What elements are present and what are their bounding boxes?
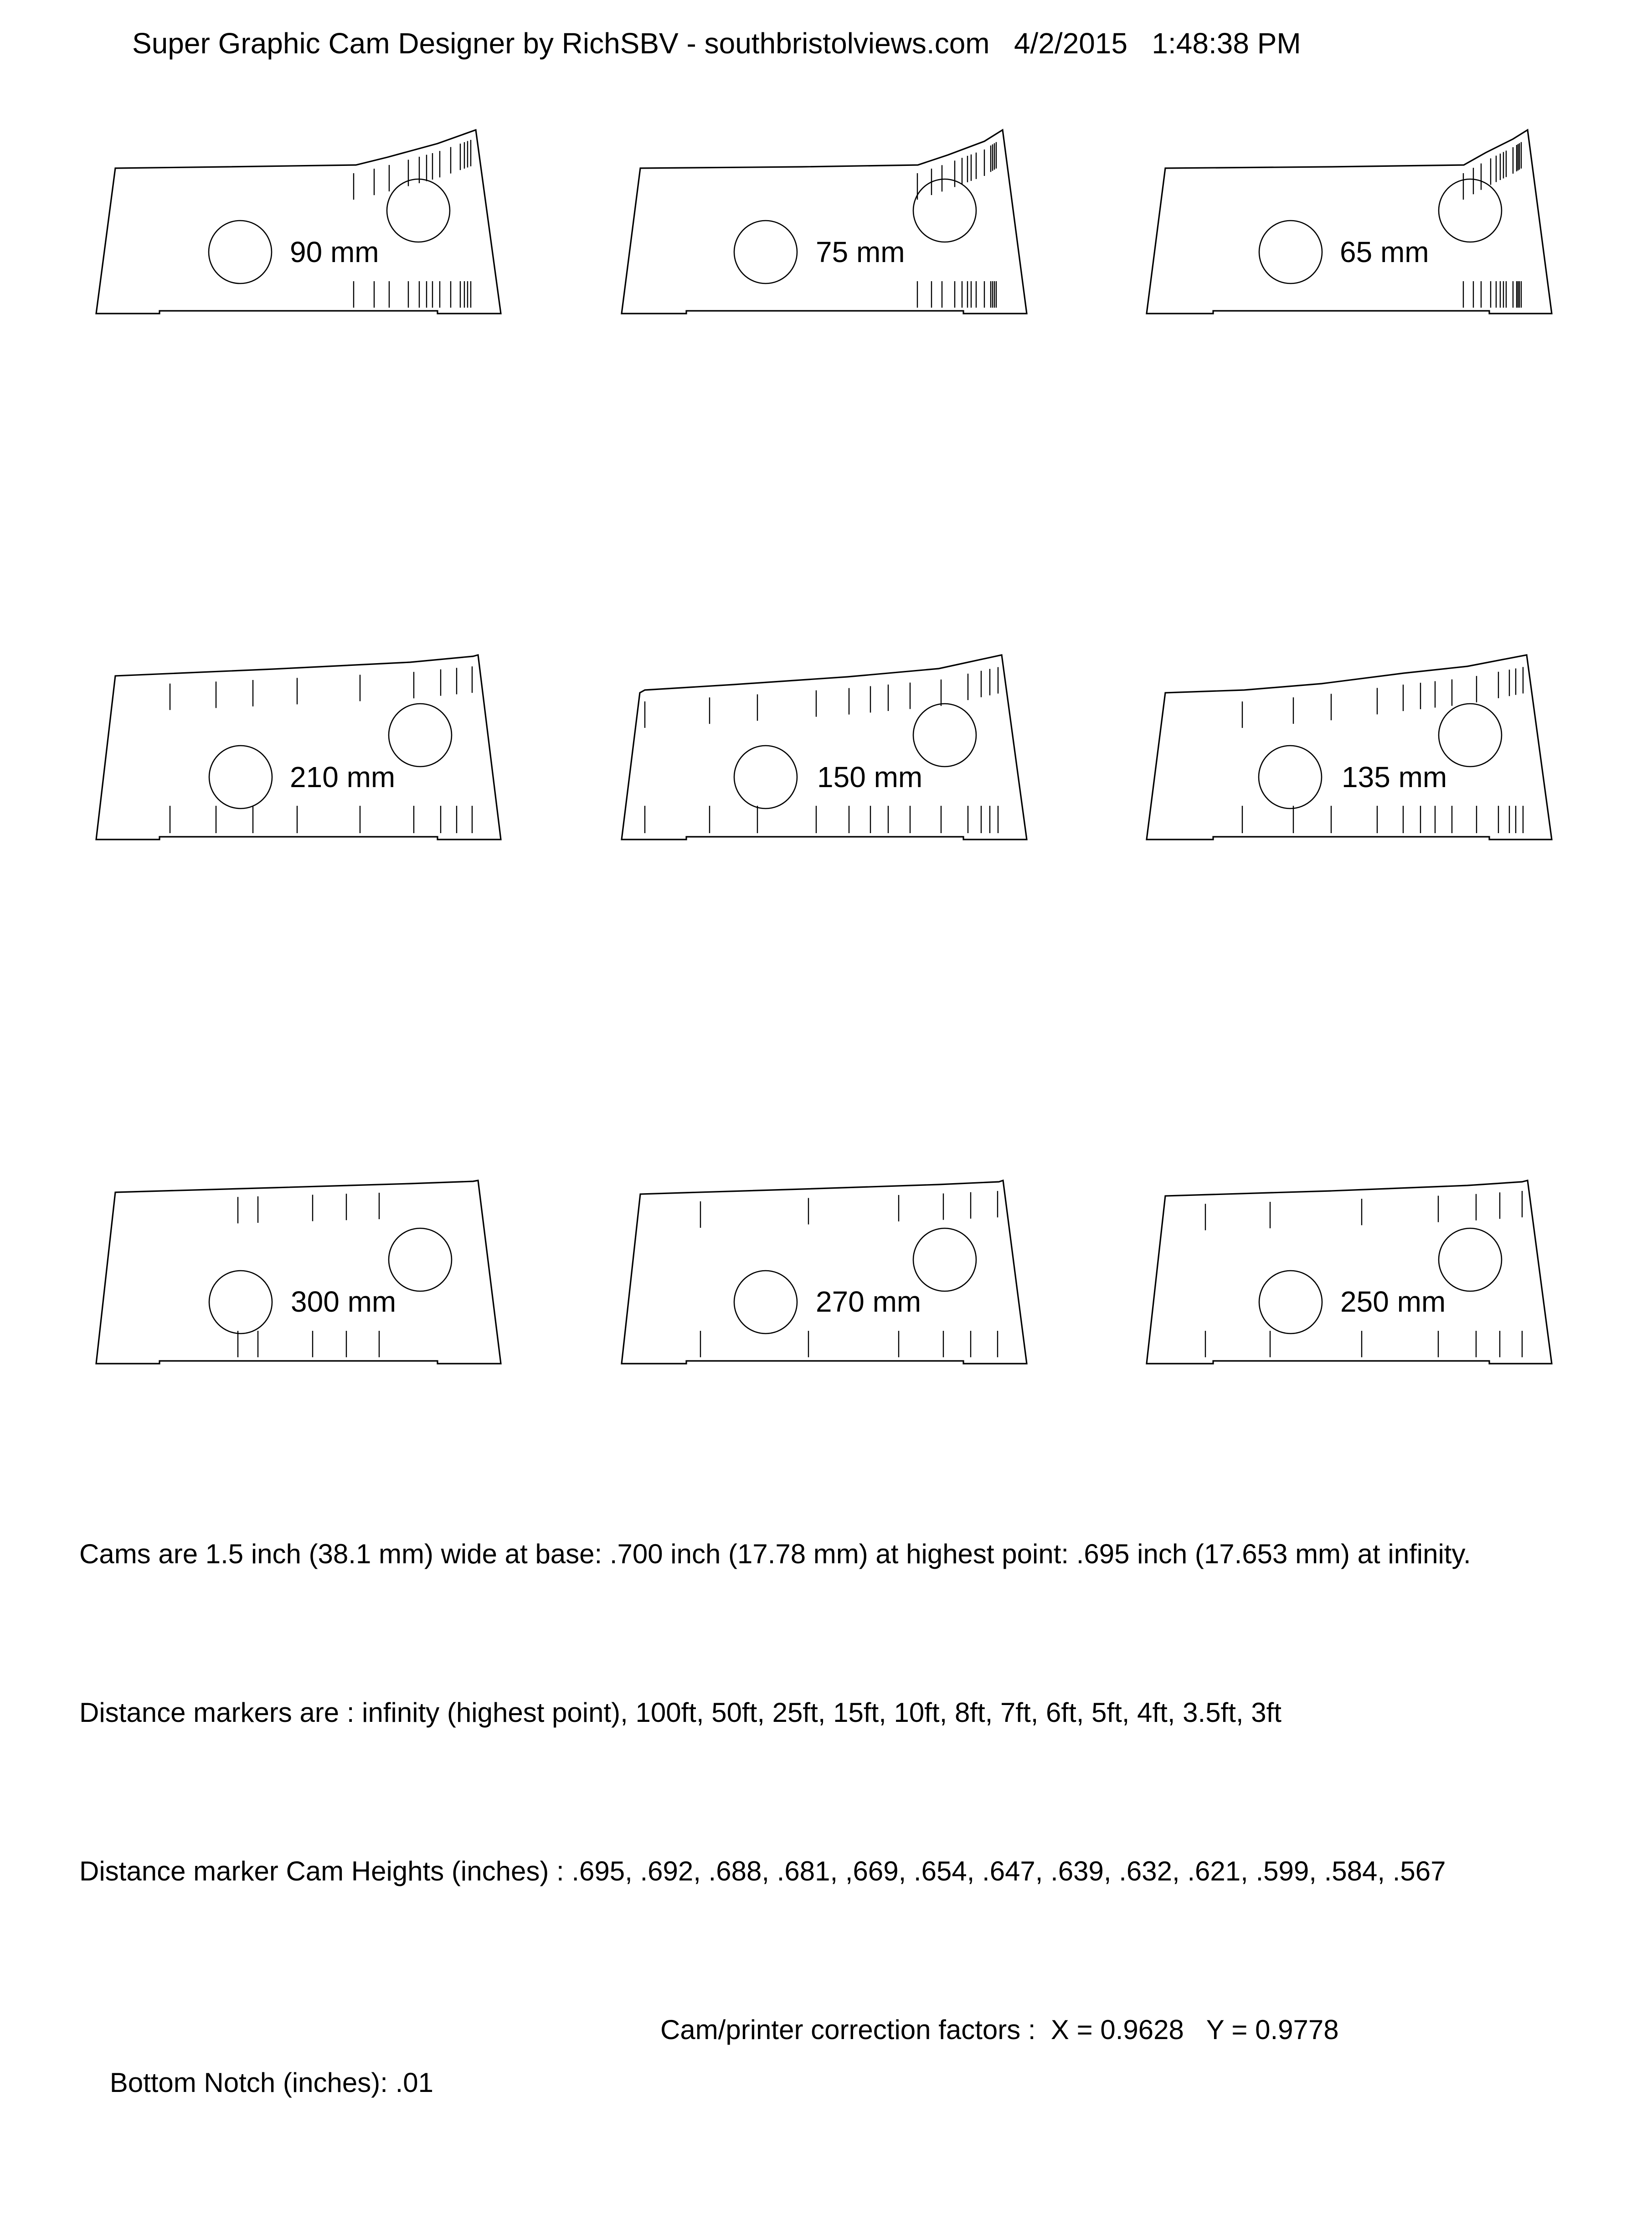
cam-focal-label: 210 mm xyxy=(290,761,396,793)
cam-outline xyxy=(622,655,1027,840)
pivot-hole xyxy=(1259,221,1322,283)
cam-outline xyxy=(622,130,1027,314)
cam-210mm xyxy=(96,655,501,840)
cam-outline xyxy=(622,1180,1027,1364)
cam-focal-label: 75 mm xyxy=(816,236,905,268)
print-date: 4/2/2015 xyxy=(1014,27,1128,60)
cam-65mm xyxy=(1147,130,1552,314)
cam-75mm xyxy=(622,130,1027,314)
notes-distance-markers: Distance markers are : infinity (highest point), 100ft, 50ft, 25ft, 15ft, 10ft, 8ft, 7ft, 6ft, 5ft, 4ft, 3.5ft, 3ft xyxy=(79,1697,1281,1728)
notes-bottom-notch: Bottom Notch (inches): .01 xyxy=(109,2067,433,2098)
mount-hole xyxy=(913,1228,976,1291)
mount-hole xyxy=(1439,1228,1502,1291)
cam-outline xyxy=(1147,655,1552,840)
cam-notes xyxy=(79,1422,1471,2109)
cam-outline xyxy=(96,1180,501,1364)
pivot-hole xyxy=(734,746,797,809)
pivot-hole xyxy=(734,1271,797,1334)
pivot-hole xyxy=(1259,746,1322,809)
notes-dimensions: Cams are 1.5 inch (38.1 mm) wide at base: .700 inch (17.78 mm) at highest point: .695 inch (17.653 mm) at infinity. xyxy=(79,1539,1471,1569)
cam-focal-label: 250 mm xyxy=(1340,1285,1446,1318)
cam-focal-label: 65 mm xyxy=(1340,236,1429,268)
pivot-hole xyxy=(1259,1271,1322,1334)
cam-focal-label: 270 mm xyxy=(816,1285,921,1318)
cam-focal-label: 135 mm xyxy=(1342,761,1447,793)
cam-focal-label: 90 mm xyxy=(290,236,379,268)
cam-150mm xyxy=(622,655,1027,840)
cam-270mm xyxy=(622,1180,1027,1364)
notes-marker-heights: Distance marker Cam Heights (inches) : .695, .692, .688, .681, ,669, .654, .647, .639, .632, .621, .599, .584, .567 xyxy=(79,1856,1446,1886)
mount-hole xyxy=(389,704,452,767)
print-time: 1:48:38 PM xyxy=(1152,27,1301,60)
notes-row4 xyxy=(79,2004,1471,2098)
cam-135mm xyxy=(1147,655,1552,840)
cam-90mm xyxy=(96,130,501,314)
notes-correction-factors: Cam/printer correction factors : X = 0.9628 Y = 0.9778 xyxy=(660,2014,1339,2045)
cam-250mm xyxy=(1147,1180,1552,1364)
pivot-hole xyxy=(209,1271,272,1334)
cam-focal-label: 150 mm xyxy=(817,761,923,793)
cam-300mm xyxy=(96,1180,501,1364)
mount-hole xyxy=(387,179,450,242)
app-title: Super Graphic Cam Designer by RichSBV - southbristolviews.com xyxy=(132,27,990,60)
pivot-hole xyxy=(209,221,272,283)
pivot-hole xyxy=(734,221,797,283)
mount-hole xyxy=(913,704,976,767)
mount-hole xyxy=(389,1228,452,1291)
pivot-hole xyxy=(209,746,272,809)
cam-focal-label: 300 mm xyxy=(291,1285,396,1318)
mount-hole xyxy=(1439,179,1502,242)
cam-outline xyxy=(1147,1180,1552,1364)
mount-hole xyxy=(913,179,976,242)
mount-hole xyxy=(1439,704,1502,767)
